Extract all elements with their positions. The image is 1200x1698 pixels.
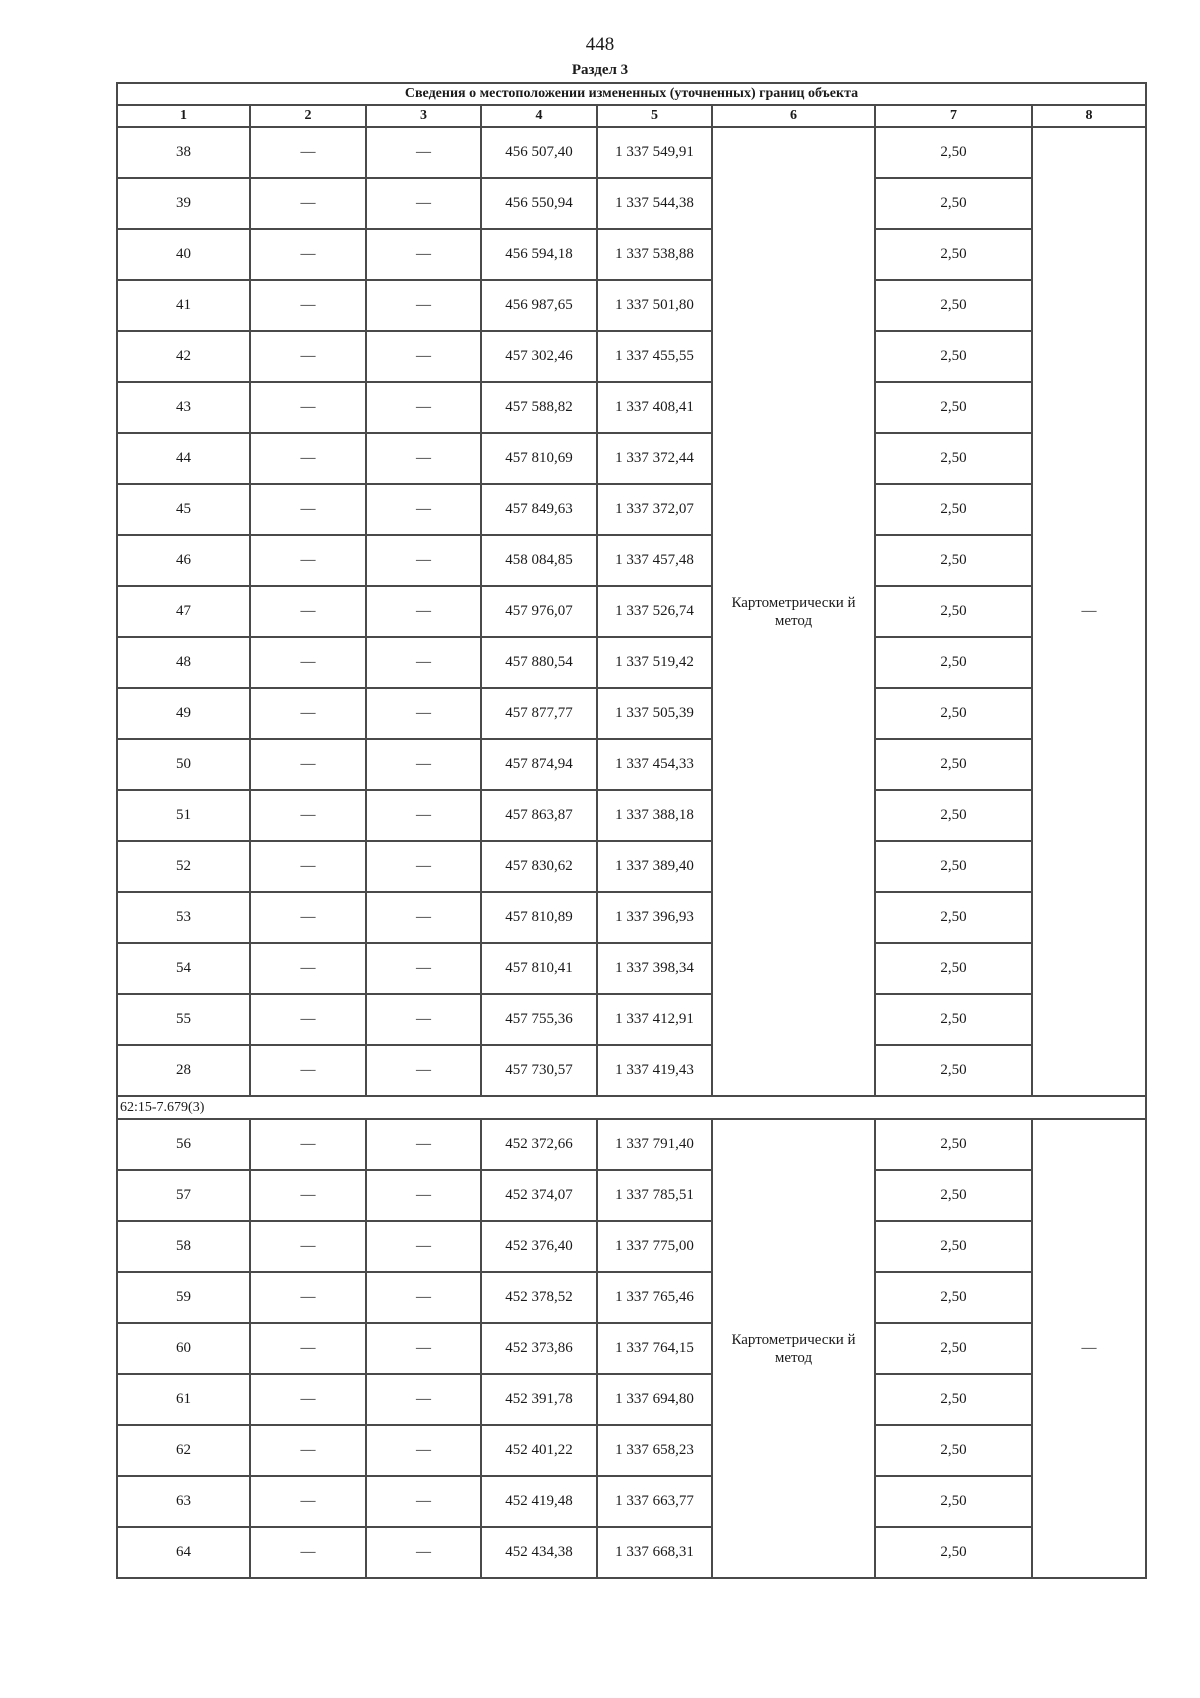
y-coordinate-cell: 1 337 501,80	[597, 280, 712, 331]
y-coordinate-cell: 1 337 372,44	[597, 433, 712, 484]
column-number-row	[117, 105, 1146, 127]
table-row	[117, 1221, 1146, 1272]
table-row	[117, 1476, 1146, 1527]
table-row	[117, 790, 1146, 841]
table-row	[117, 739, 1146, 790]
column-3-cell: —	[366, 994, 481, 1045]
column-3-cell: —	[366, 1425, 481, 1476]
accuracy-cell: 2,50	[875, 433, 1032, 484]
column-3-cell: —	[366, 1221, 481, 1272]
column-3-cell: —	[366, 127, 481, 178]
y-coordinate-cell: 1 337 398,34	[597, 943, 712, 994]
y-coordinate-cell: 1 337 412,91	[597, 994, 712, 1045]
point-number-cell: 57	[117, 1170, 250, 1221]
table-row	[117, 1425, 1146, 1476]
x-coordinate-cell: 457 810,89	[481, 892, 597, 943]
x-coordinate-cell: 456 594,18	[481, 229, 597, 280]
table-row	[117, 841, 1146, 892]
y-coordinate-cell: 1 337 764,15	[597, 1323, 712, 1374]
x-coordinate-cell: 457 877,77	[481, 688, 597, 739]
x-coordinate-cell: 452 374,07	[481, 1170, 597, 1221]
column-3-cell: —	[366, 1527, 481, 1578]
table-row	[117, 1272, 1146, 1323]
column-2-cell: —	[250, 1323, 366, 1374]
column-2-cell: —	[250, 1425, 366, 1476]
x-coordinate-cell: 457 874,94	[481, 739, 597, 790]
accuracy-cell: 2,50	[875, 484, 1032, 535]
table-row	[117, 433, 1146, 484]
point-number-cell: 59	[117, 1272, 250, 1323]
table-row	[117, 229, 1146, 280]
y-coordinate-cell: 1 337 785,51	[597, 1170, 712, 1221]
section-title: Раздел 3	[571, 62, 629, 78]
column-2-cell: —	[250, 1272, 366, 1323]
column-2-cell: —	[250, 892, 366, 943]
column-3-cell: —	[366, 943, 481, 994]
point-number-cell: 54	[117, 943, 250, 994]
accuracy-cell: 2,50	[875, 943, 1032, 994]
table-row	[117, 637, 1146, 688]
point-number-cell: 53	[117, 892, 250, 943]
x-coordinate-cell: 457 830,62	[481, 841, 597, 892]
y-coordinate-cell: 1 337 526,74	[597, 586, 712, 637]
point-number-cell: 48	[117, 637, 250, 688]
column-number-2: 2	[250, 105, 366, 127]
column-3-cell: —	[366, 382, 481, 433]
y-coordinate-cell: 1 337 389,40	[597, 841, 712, 892]
accuracy-cell: 2,50	[875, 1272, 1032, 1323]
point-number-cell: 39	[117, 178, 250, 229]
column-2-cell: —	[250, 841, 366, 892]
column-number-3: 3	[366, 105, 481, 127]
accuracy-cell: 2,50	[875, 382, 1032, 433]
column-2-cell: —	[250, 1170, 366, 1221]
y-coordinate-cell: 1 337 419,43	[597, 1045, 712, 1096]
column-3-cell: —	[366, 1374, 481, 1425]
accuracy-cell: 2,50	[875, 1425, 1032, 1476]
column-3-cell: —	[366, 841, 481, 892]
accuracy-cell: 2,50	[875, 280, 1032, 331]
accuracy-cell: 2,50	[875, 1170, 1032, 1221]
accuracy-cell: 2,50	[875, 586, 1032, 637]
column-3-cell: —	[366, 1476, 481, 1527]
table-row	[117, 178, 1146, 229]
y-coordinate-cell: 1 337 454,33	[597, 739, 712, 790]
y-coordinate-cell: 1 337 457,48	[597, 535, 712, 586]
group-label-row	[117, 1096, 1146, 1119]
column-number-7: 7	[875, 105, 1032, 127]
table-row	[117, 280, 1146, 331]
column-2-cell: —	[250, 280, 366, 331]
table-row	[117, 1119, 1146, 1170]
y-coordinate-cell: 1 337 538,88	[597, 229, 712, 280]
column-number-8: 8	[1032, 105, 1146, 127]
column-2-cell: —	[250, 586, 366, 637]
table-row	[117, 943, 1146, 994]
column-2-cell: —	[250, 1527, 366, 1578]
column-8-cell: —	[1032, 1119, 1146, 1578]
y-coordinate-cell: 1 337 549,91	[597, 127, 712, 178]
method-cell: Картометрически й метод	[712, 127, 875, 1096]
column-2-cell: —	[250, 331, 366, 382]
table-row	[117, 1527, 1146, 1578]
point-number-cell: 56	[117, 1119, 250, 1170]
accuracy-cell: 2,50	[875, 1374, 1032, 1425]
x-coordinate-cell: 452 434,38	[481, 1527, 597, 1578]
point-number-cell: 64	[117, 1527, 250, 1578]
x-coordinate-cell: 452 372,66	[481, 1119, 597, 1170]
accuracy-cell: 2,50	[875, 637, 1032, 688]
column-2-cell: —	[250, 229, 366, 280]
column-2-cell: —	[250, 943, 366, 994]
point-number-cell: 43	[117, 382, 250, 433]
point-number-cell: 61	[117, 1374, 250, 1425]
x-coordinate-cell: 457 849,63	[481, 484, 597, 535]
column-2-cell: —	[250, 688, 366, 739]
column-2-cell: —	[250, 484, 366, 535]
column-2-cell: —	[250, 1045, 366, 1096]
x-coordinate-cell: 457 588,82	[481, 382, 597, 433]
table-row	[117, 994, 1146, 1045]
accuracy-cell: 2,50	[875, 331, 1032, 382]
y-coordinate-cell: 1 337 668,31	[597, 1527, 712, 1578]
table-row	[117, 1170, 1146, 1221]
x-coordinate-cell: 457 730,57	[481, 1045, 597, 1096]
point-number-cell: 47	[117, 586, 250, 637]
column-2-cell: —	[250, 790, 366, 841]
table-caption: Сведения о местоположении измененных (уточненных) границ объекта	[117, 83, 1146, 105]
table-row	[117, 484, 1146, 535]
accuracy-cell: 2,50	[875, 739, 1032, 790]
accuracy-cell: 2,50	[875, 841, 1032, 892]
column-3-cell: —	[366, 229, 481, 280]
column-3-cell: —	[366, 178, 481, 229]
point-number-cell: 50	[117, 739, 250, 790]
point-number-cell: 49	[117, 688, 250, 739]
column-2-cell: —	[250, 637, 366, 688]
y-coordinate-cell: 1 337 396,93	[597, 892, 712, 943]
point-number-cell: 63	[117, 1476, 250, 1527]
y-coordinate-cell: 1 337 775,00	[597, 1221, 712, 1272]
column-2-cell: —	[250, 1221, 366, 1272]
table-row	[117, 586, 1146, 637]
table-row	[117, 535, 1146, 586]
column-3-cell: —	[366, 586, 481, 637]
column-3-cell: —	[366, 637, 481, 688]
column-3-cell: —	[366, 484, 481, 535]
accuracy-cell: 2,50	[875, 1527, 1032, 1578]
column-2-cell: —	[250, 433, 366, 484]
column-number-5: 5	[597, 105, 712, 127]
point-number-cell: 41	[117, 280, 250, 331]
y-coordinate-cell: 1 337 388,18	[597, 790, 712, 841]
accuracy-cell: 2,50	[875, 688, 1032, 739]
y-coordinate-cell: 1 337 765,46	[597, 1272, 712, 1323]
x-coordinate-cell: 452 391,78	[481, 1374, 597, 1425]
accuracy-cell: 2,50	[875, 535, 1032, 586]
column-2-cell: —	[250, 1374, 366, 1425]
y-coordinate-cell: 1 337 694,80	[597, 1374, 712, 1425]
column-2-cell: —	[250, 1119, 366, 1170]
table-row	[117, 1045, 1146, 1096]
column-number-6: 6	[712, 105, 875, 127]
point-number-cell: 40	[117, 229, 250, 280]
column-2-cell: —	[250, 994, 366, 1045]
x-coordinate-cell: 456 987,65	[481, 280, 597, 331]
point-number-cell: 60	[117, 1323, 250, 1374]
accuracy-cell: 2,50	[875, 892, 1032, 943]
table-row	[117, 1374, 1146, 1425]
method-cell: Картометрически й метод	[712, 1119, 875, 1578]
coordinates-table	[116, 82, 1147, 1579]
x-coordinate-cell: 452 419,48	[481, 1476, 597, 1527]
y-coordinate-cell: 1 337 455,55	[597, 331, 712, 382]
column-number-4: 4	[481, 105, 597, 127]
x-coordinate-cell: 452 373,86	[481, 1323, 597, 1374]
accuracy-cell: 2,50	[875, 229, 1032, 280]
column-2-cell: —	[250, 178, 366, 229]
x-coordinate-cell: 456 550,94	[481, 178, 597, 229]
point-number-cell: 28	[117, 1045, 250, 1096]
column-3-cell: —	[366, 1170, 481, 1221]
x-coordinate-cell: 452 401,22	[481, 1425, 597, 1476]
accuracy-cell: 2,50	[875, 1323, 1032, 1374]
y-coordinate-cell: 1 337 408,41	[597, 382, 712, 433]
accuracy-cell: 2,50	[875, 790, 1032, 841]
x-coordinate-cell: 452 376,40	[481, 1221, 597, 1272]
accuracy-cell: 2,50	[875, 1119, 1032, 1170]
column-3-cell: —	[366, 1045, 481, 1096]
column-8-cell: —	[1032, 127, 1146, 1096]
table-row	[117, 331, 1146, 382]
point-number-cell: 45	[117, 484, 250, 535]
accuracy-cell: 2,50	[875, 1221, 1032, 1272]
y-coordinate-cell: 1 337 372,07	[597, 484, 712, 535]
x-coordinate-cell: 456 507,40	[481, 127, 597, 178]
column-3-cell: —	[366, 1272, 481, 1323]
group-label: 62:15-7.679(3)	[117, 1096, 1146, 1119]
point-number-cell: 55	[117, 994, 250, 1045]
column-3-cell: —	[366, 331, 481, 382]
y-coordinate-cell: 1 337 658,23	[597, 1425, 712, 1476]
x-coordinate-cell: 452 378,52	[481, 1272, 597, 1323]
column-2-cell: —	[250, 1476, 366, 1527]
accuracy-cell: 2,50	[875, 1476, 1032, 1527]
accuracy-cell: 2,50	[875, 994, 1032, 1045]
column-3-cell: —	[366, 688, 481, 739]
y-coordinate-cell: 1 337 519,42	[597, 637, 712, 688]
x-coordinate-cell: 457 863,87	[481, 790, 597, 841]
column-3-cell: —	[366, 739, 481, 790]
accuracy-cell: 2,50	[875, 127, 1032, 178]
column-2-cell: —	[250, 535, 366, 586]
table-caption-row	[117, 83, 1146, 105]
column-3-cell: —	[366, 1119, 481, 1170]
point-number-cell: 58	[117, 1221, 250, 1272]
point-number-cell: 51	[117, 790, 250, 841]
y-coordinate-cell: 1 337 505,39	[597, 688, 712, 739]
x-coordinate-cell: 457 810,69	[481, 433, 597, 484]
x-coordinate-cell: 457 880,54	[481, 637, 597, 688]
point-number-cell: 44	[117, 433, 250, 484]
column-3-cell: —	[366, 790, 481, 841]
y-coordinate-cell: 1 337 663,77	[597, 1476, 712, 1527]
table-row	[117, 688, 1146, 739]
column-2-cell: —	[250, 127, 366, 178]
point-number-cell: 38	[117, 127, 250, 178]
column-3-cell: —	[366, 280, 481, 331]
accuracy-cell: 2,50	[875, 1045, 1032, 1096]
column-3-cell: —	[366, 892, 481, 943]
column-3-cell: —	[366, 1323, 481, 1374]
column-2-cell: —	[250, 382, 366, 433]
table-row	[117, 127, 1146, 178]
table-row	[117, 1323, 1146, 1374]
y-coordinate-cell: 1 337 791,40	[597, 1119, 712, 1170]
x-coordinate-cell: 457 810,41	[481, 943, 597, 994]
x-coordinate-cell: 458 084,85	[481, 535, 597, 586]
point-number-cell: 42	[117, 331, 250, 382]
table-row	[117, 382, 1146, 433]
page-number: 448	[585, 34, 615, 55]
table-row	[117, 892, 1146, 943]
accuracy-cell: 2,50	[875, 178, 1032, 229]
x-coordinate-cell: 457 302,46	[481, 331, 597, 382]
point-number-cell: 46	[117, 535, 250, 586]
column-2-cell: —	[250, 739, 366, 790]
x-coordinate-cell: 457 976,07	[481, 586, 597, 637]
point-number-cell: 52	[117, 841, 250, 892]
column-3-cell: —	[366, 535, 481, 586]
x-coordinate-cell: 457 755,36	[481, 994, 597, 1045]
point-number-cell: 62	[117, 1425, 250, 1476]
column-3-cell: —	[366, 433, 481, 484]
column-number-1: 1	[117, 105, 250, 127]
y-coordinate-cell: 1 337 544,38	[597, 178, 712, 229]
